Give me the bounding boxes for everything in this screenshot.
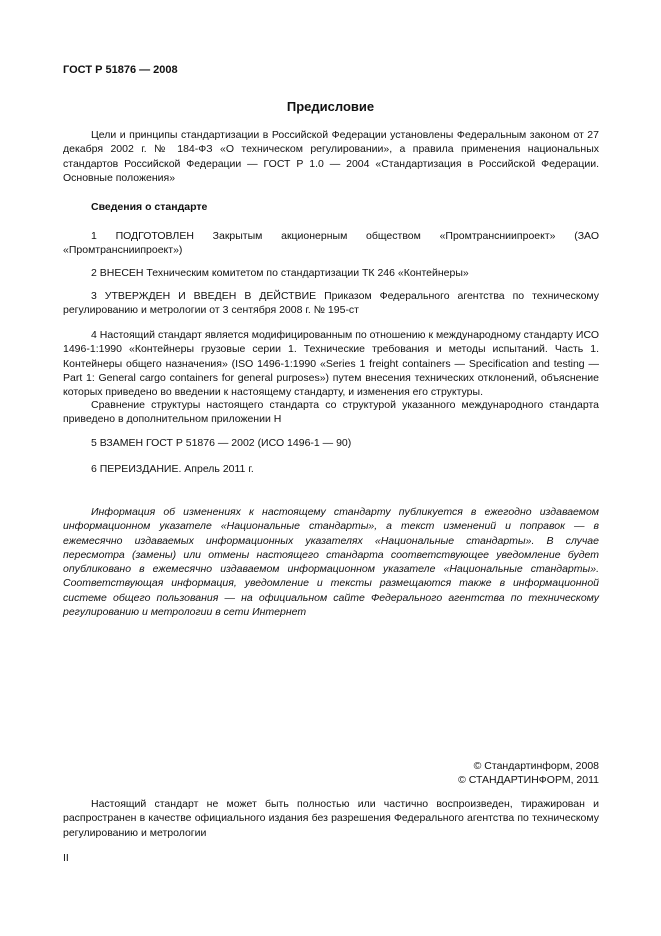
item-6: 6 ПЕРЕИЗДАНИЕ. Апрель 2011 г. [91,463,254,475]
item-5: 5 ВЗАМЕН ГОСТ Р 51876 — 2002 (ИСО 1496-1 — 90) [91,437,352,449]
reproduction-notice: Настоящий стандарт не может быть полностью или частично воспроизведен, тиражирован и распространен в качестве официального издания без разрешения Федерального агентства по техническому регулированию и метрологии [63,798,599,839]
copyright-2011: © СТАНДАРТИНФОРМ, 2011 [458,774,599,786]
copyright-2008: © Стандартинформ, 2008 [473,760,599,772]
document-code: ГОСТ Р 51876 — 2008 [63,64,178,76]
intro-paragraph: Цели и принципы стандартизации в Российской Федерации установлены Федеральным законом от 27 декабря 2002 г. № 184-ФЗ «О техническом регулировании», а правила применения национальных стандартов Российской Федерации — ГОСТ Р 1.0 — 2004 «Стандартизация в Российской Федерации. Основные положения» [63,129,599,184]
item-3: 3 УТВЕРЖДЕН И ВВЕДЕН В ДЕЙСТВИЕ Приказом Федерального агентства по техническому регулированию и метрологии от 3 сентября 2008 г. № 195-ст [63,290,599,317]
item-1: 1 ПОДГОТОВЛЕН Закрытым акционерным обществом «Промтрансниипроект» (ЗАО «Промтрансниипроект») [63,230,599,257]
page-number: II [63,852,69,864]
item-4-comparison: Сравнение структуры настоящего стандарта со структурой указанного международного стандарта приведено в дополнительном приложении Н [63,399,599,426]
item-2: 2 ВНЕСЕН Техническим комитетом по стандартизации ТК 246 «Контейнеры» [91,267,469,279]
item-4: 4 Настоящий стандарт является модифицированным по отношению к международному стандарту ИСО 1496-1:1990 «Контейнеры грузовые серии 1. Технические требования и методы испытаний. Часть 1. Контейнеры общего назначения» (ISO 1496-1:1990 «Series 1 freight containers — Specification and testing — Part 1: General cargo containers for general purposes») путем внесения технических отклонений, объяснение которых приведено во введении к настоящему стандарту, и изменения его структуры. [63,329,599,399]
notice-paragraph: Информация об изменениях к настоящему стандарту публикуется в ежегодно издаваемом информационном указателе «Национальные стандарты», а текст изменений и поправок — в ежемесячно издаваемых информационных указателях «Национальные стандарты». В случае пересмотра (замены) или отмены настоящего стандарта соответствующее уведомление будет опубликовано в ежемесячно издаваемом информационном указателе «Национальные стандарты». Соответствующая информация, уведомление и тексты размещаются также в информационной системе общего пользования — на официальном сайте Федерального агентства по техническому регулированию и метрологии в сети Интернет [63,506,599,619]
page-title: Предисловие [286,99,375,114]
subheading: Сведения о стандарте [91,201,208,213]
